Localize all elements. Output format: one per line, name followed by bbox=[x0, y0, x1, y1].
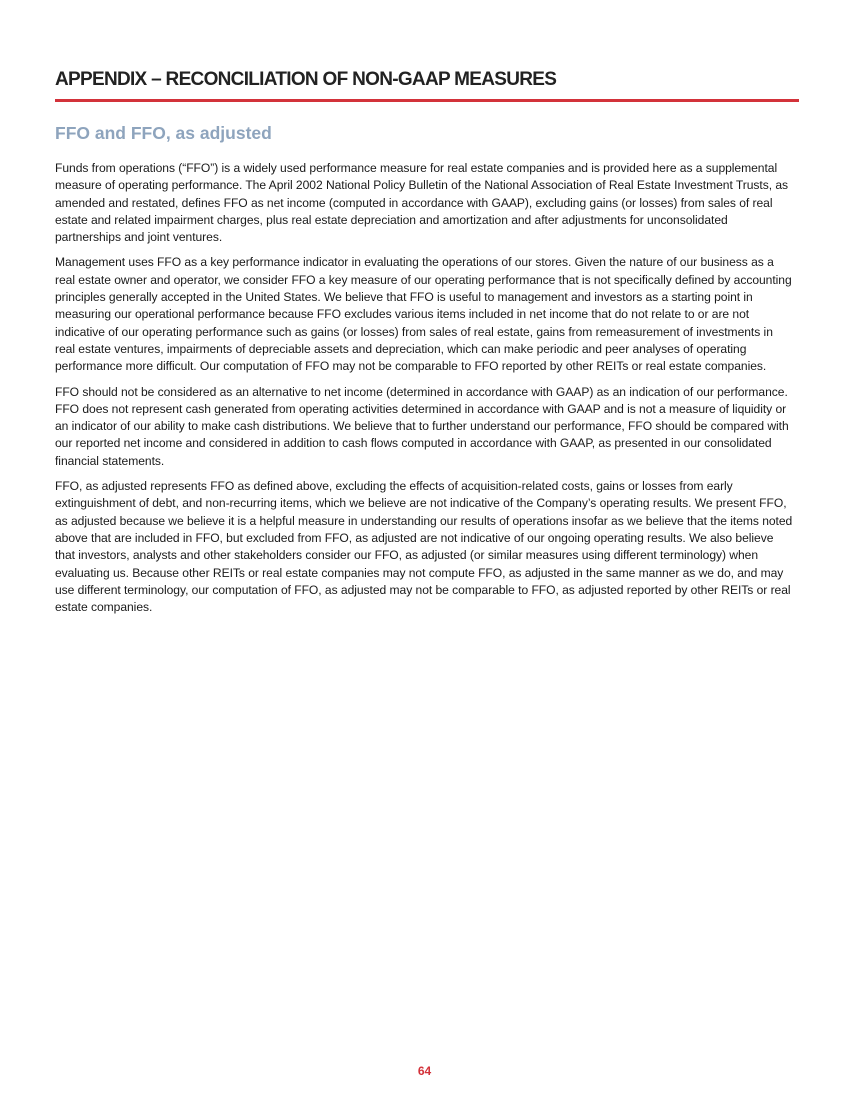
section-title: FFO and FFO, as adjusted bbox=[55, 123, 272, 143]
page-header-title: APPENDIX – RECONCILIATION OF NON-GAAP MEASURES bbox=[55, 69, 557, 90]
paragraph-management-use: Management uses FFO as a key performance indicator in evaluating the operations of our stores. Given the nature of our business as a real estate owner and operator, we consider FFO a key measure of our operating performance that is not specifically defined by accounting principles generally accepted in the United States. We believe that FFO is useful to management and investors as a starting point in measuring our operational performance because FFO excludes various items included in net income that do not relate to or are not indicative of our operating performance such as gains (or losses) from sales of real estate, gains from remeasurement of investments in real estate ventures, impairments of depreciable assets and depreciation, which can make periodic and peer analyses of operating performance more difficult. Our computation of FFO may not be comparable to FFO reported by other REITs or real estate companies. bbox=[55, 255, 792, 374]
section-body bbox=[55, 160, 795, 624]
header-divider bbox=[55, 99, 799, 102]
page-number: 64 bbox=[417, 1064, 432, 1078]
paragraph-ffo-definition: Funds from operations (“FFO”) is a widely used performance measure for real estate companies and is provided here as a supplemental measure of operating performance. The April 2002 National Policy Bulletin of the National Association of Real Estate Investment Trusts, as amended and restated, defines FFO as net income (computed in accordance with GAAP), excluding gains (or losses) from sales of real estate and related impairment charges, plus real estate depreciation and amortization and after adjustments for unconsolidated partnerships and joint ventures. bbox=[55, 161, 789, 245]
paragraph-ffo-limitations: FFO should not be considered as an alternative to net income (determined in accordance with GAAP) as an indication of our performance. FFO does not represent cash generated from operating activities determined in accordance with GAAP and is not a measure of liquidity or an indicator of our ability to make cash distributions. We believe that to further understand our performance, FFO should be compared with our reported net income and considered in addition to cash flows computed in accordance with GAAP, as presented in our consolidated financial statements. bbox=[55, 384, 789, 468]
paragraph-ffo-as-adjusted: FFO, as adjusted represents FFO as defined above, excluding the effects of acquisition-related costs, gains or losses from early extinguishment of debt, and non-recurring items, which we believe are not indicative of the Company’s operating results. We present FFO, as adjusted because we believe it is a helpful measure in understanding our results of operations insofar as we believe that the items noted above that are included in FFO, but excluded from FFO, as adjusted are not indicative of our ongoing operating results. We also believe that investors, analysts and other stakeholders consider our FFO, as adjusted (or similar measures using different terminology) when evaluating us. Because other REITs or real estate companies may not compute FFO, as adjusted in the same manner as we do, and may use different terminology, our computation of FFO, as adjusted may not be comparable to FFO, as adjusted reported by other REITs or real estate companies. bbox=[55, 479, 793, 615]
